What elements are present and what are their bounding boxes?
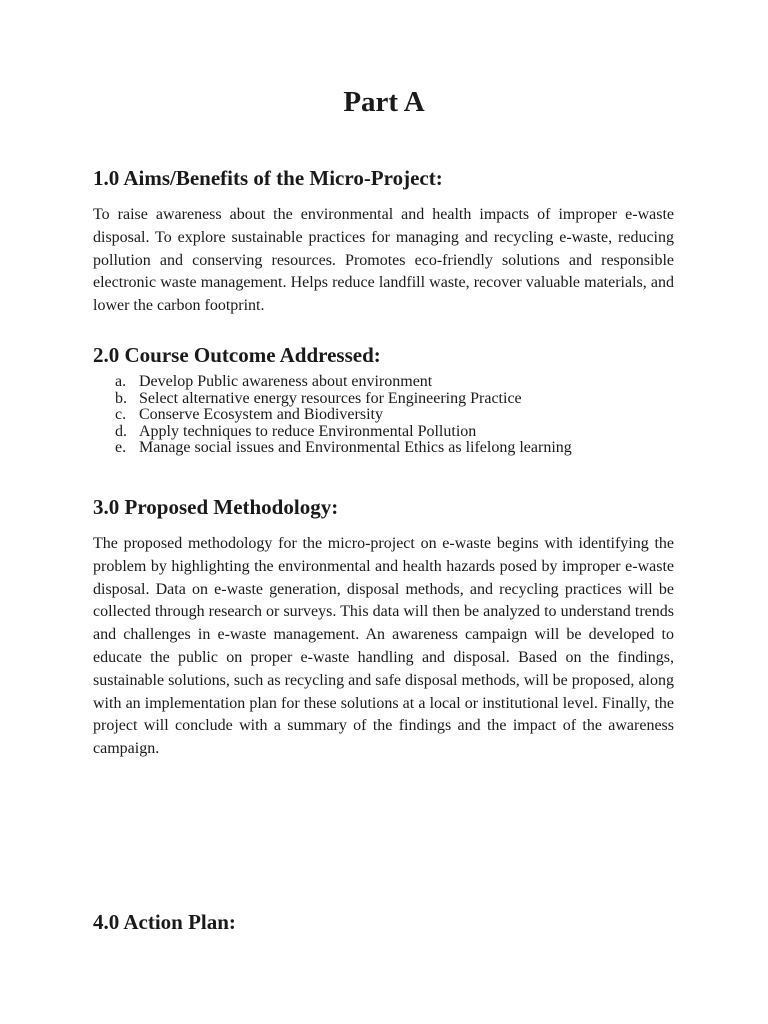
list-item bbox=[93, 391, 572, 408]
methodology-paragraph: The proposed methodology for the micro-project on e-waste begins with identifying the problem by highlighting the environmental and health hazards posed by improper e-waste disposal. Data on e-waste generation, disposal methods, and recycling practices will be collected through research or surveys. This data will then be analyzed to understand trends and challenges in e-waste management. An awareness campaign will be developed to educate the public on proper e-waste handling and disposal. Based on the findings, sustainable solutions, such as recycling and safe disposal methods, will be proposed, along with an implementation plan for these solutions at a local or institutional level. Finally, the project will conclude with a summary of the findings and the impact of the awareness campaign. bbox=[93, 535, 674, 758]
course-outcome-list bbox=[93, 374, 572, 457]
list-item bbox=[93, 440, 572, 457]
list-item-text: Conserve Ecosystem and Biodiversity bbox=[139, 406, 383, 424]
list-item bbox=[93, 374, 572, 391]
list-item-text: Develop Public awareness about environment bbox=[139, 373, 433, 390]
action-plan-heading: 4.0 Action Plan: bbox=[93, 910, 236, 934]
page-title: Part A bbox=[343, 86, 425, 118]
methodology-heading: 3.0 Proposed Methodology: bbox=[93, 495, 339, 519]
list-marker: e. bbox=[115, 439, 127, 457]
list-item bbox=[93, 424, 572, 441]
aims-paragraph: To raise awareness about the environmental and health impacts of improper e-waste disposal. To explore sustainable practices for managing and recycling e-waste, reducing pollution and conserving resources. Promotes eco-friendly solutions and responsible electronic waste management. Helps reduce landfill waste, recover valuable materials, and lower the carbon footprint. bbox=[93, 206, 674, 315]
list-marker: d. bbox=[115, 422, 127, 440]
list-item-text: Select alternative energy resources for Engineering Practice bbox=[139, 389, 522, 407]
list-item-text: Manage social issues and Environmental Ethics as lifelong learning bbox=[139, 439, 572, 457]
list-item bbox=[93, 407, 572, 424]
list-marker: a. bbox=[115, 373, 127, 390]
course-outcome-heading: 2.0 Course Outcome Addressed: bbox=[93, 343, 381, 367]
list-marker: c. bbox=[115, 406, 127, 424]
aims-heading: 1.0 Aims/Benefits of the Micro-Project: bbox=[93, 166, 443, 190]
list-item-text: Apply techniques to reduce Environmental Pollution bbox=[139, 422, 477, 440]
list-marker: b. bbox=[115, 389, 127, 407]
